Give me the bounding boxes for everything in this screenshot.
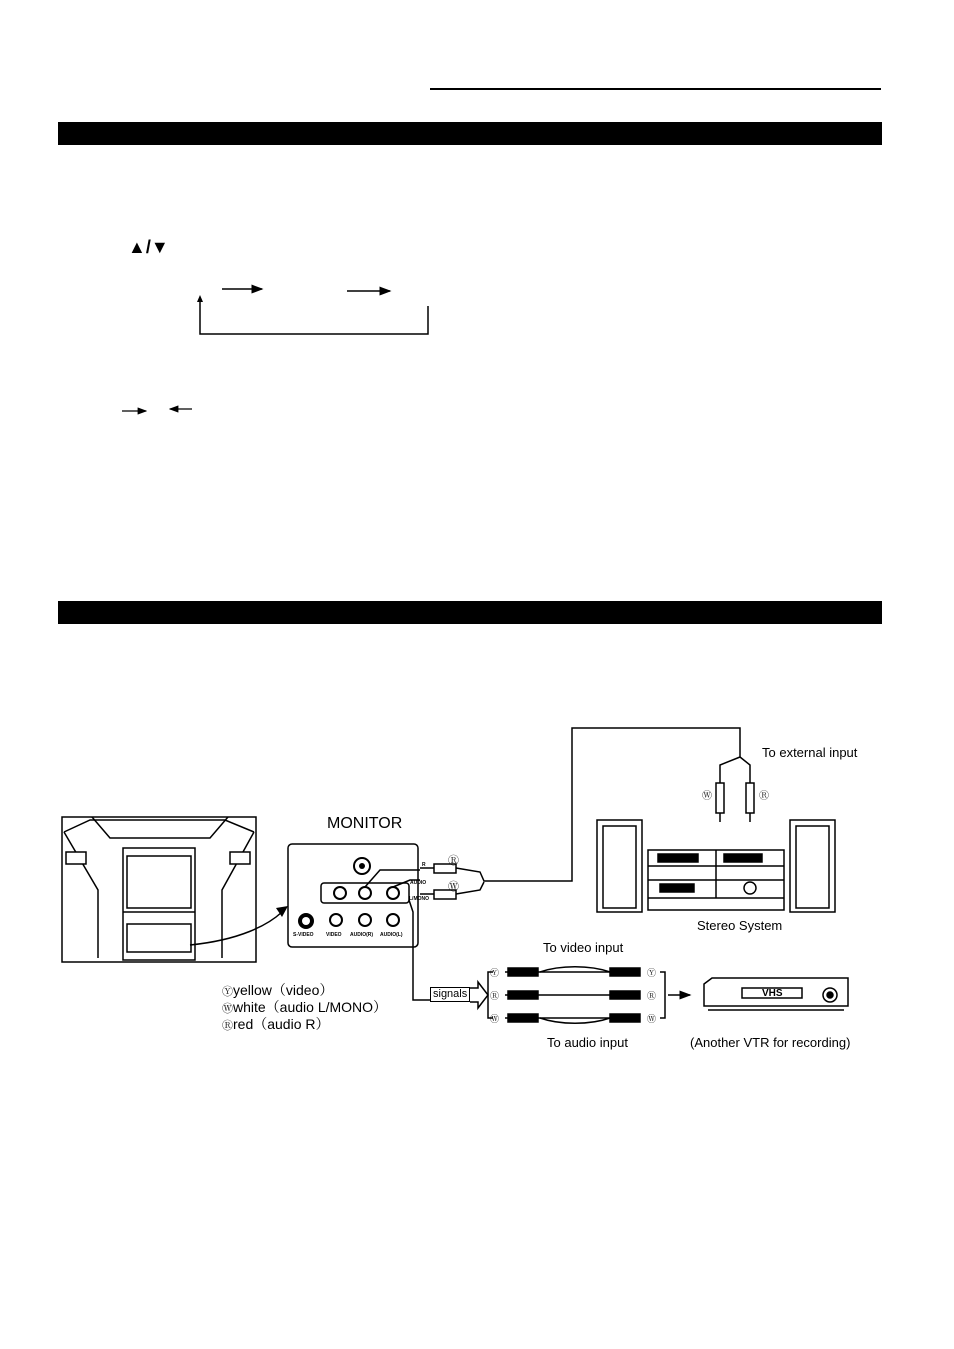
badge-red-external: Ⓡ bbox=[759, 791, 769, 802]
jack-label-video: VIDEO bbox=[326, 932, 342, 938]
legend-yellow bbox=[222, 982, 333, 1000]
monitor-title: MONITOR bbox=[327, 815, 403, 832]
legend-text-red: red（audio R） bbox=[233, 1016, 330, 1032]
legend-white bbox=[222, 999, 387, 1017]
signals-label: signals bbox=[430, 987, 470, 1002]
another-vtr-label: (Another VTR for recording) bbox=[690, 1035, 851, 1050]
cycle-return-line bbox=[200, 300, 428, 334]
to-audio-input-label: To audio input bbox=[547, 1035, 628, 1050]
cycle-return-arrowhead bbox=[197, 295, 203, 302]
legend-text-white: white（audio L/MONO） bbox=[233, 999, 388, 1015]
badge-y-right: Ⓨ bbox=[647, 968, 657, 978]
left-right-arrows bbox=[122, 409, 192, 411]
updown-arrows-symbol: ▲/▼ bbox=[128, 237, 169, 257]
tv-rear-illustration bbox=[62, 817, 256, 962]
stereo-system-label: Stereo System bbox=[697, 918, 783, 933]
badge-y-left: Ⓨ bbox=[490, 968, 500, 978]
jack-label-lmono-side: L/MONO bbox=[409, 896, 429, 902]
cycle-diagram bbox=[197, 289, 428, 334]
to-external-input-label: To external input bbox=[762, 745, 858, 760]
badge-r-left: Ⓡ bbox=[490, 991, 500, 1001]
signal-cables bbox=[409, 900, 690, 1023]
jack-label-audio-r: AUDIO(R) bbox=[350, 932, 374, 938]
badge-white-top: Ⓦ bbox=[448, 881, 459, 893]
vhs-label: VHS bbox=[762, 988, 783, 999]
jack-label-audio-l: AUDIO(L) bbox=[380, 932, 403, 938]
legend-text-yellow: yellow（video） bbox=[233, 982, 334, 998]
curved-pointer-arrow bbox=[190, 912, 282, 945]
jack-label-audio-side: AUDIO bbox=[410, 880, 427, 886]
badge-w-right: Ⓦ bbox=[647, 1014, 657, 1024]
jack-label-svideo: S-VIDEO bbox=[293, 932, 314, 938]
legend-badge-red: Ⓡ bbox=[222, 1020, 233, 1032]
badge-w-left: Ⓦ bbox=[490, 1014, 500, 1024]
to-video-input-label: To video input bbox=[543, 940, 624, 955]
legend-badge-white: Ⓦ bbox=[222, 1003, 233, 1015]
legend-badge-yellow: Ⓨ bbox=[222, 986, 233, 998]
jack-label-r-side: R bbox=[422, 862, 426, 868]
badge-r-right: Ⓡ bbox=[647, 991, 657, 1001]
stereo-system-illustration bbox=[597, 820, 835, 912]
badge-white-external: Ⓦ bbox=[702, 791, 712, 802]
badge-red-top: Ⓡ bbox=[448, 855, 459, 867]
legend-red bbox=[222, 1016, 330, 1034]
